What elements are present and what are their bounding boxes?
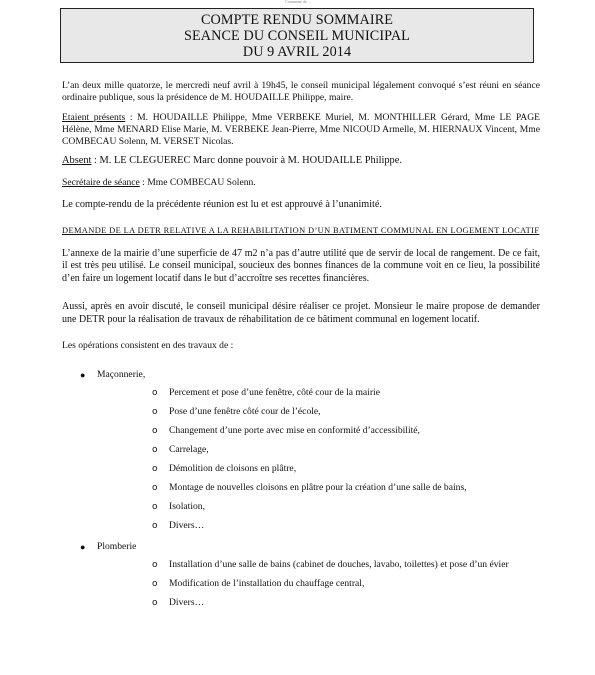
presents-text: : M. HOUDAILLE Philippe, Mme VERBEKE Muriel, M. MONTHILLER Gérard, Mme LE PAGE Hélène, Mme MENARD Elise Marie, M. VERBEKE Jean-Pierre, Mme NICOUD Armelle, M. HIERNAUX Vincent, Mme COMBECAU Solenn, M. VERSET Nicolas. <box>62 112 540 147</box>
works-category-plomberie <box>62 541 540 616</box>
plomberie-items <box>97 559 540 616</box>
approval-paragraph: Le compte-rendu de la précédente réunion est lu et est approuvé à l’unanimité. <box>62 199 382 210</box>
title-line-3: DU 9 AVRIL 2014 <box>242 44 352 60</box>
operations-intro: Les opérations consistent en des travaux de : <box>62 340 234 352</box>
circle-bullet-icon: o <box>152 464 158 475</box>
list-item: o Percement et pose d’une fenêtre, côté cour de la mairie <box>152 387 380 399</box>
paragraph-annexe: L’annexe de la mairie d’une superficie de 47 m2 n’a pas d’autre utilité que de servir de local de rangement. De ce fait, il est très peu utilisé. Le conseil municipal, soucieux des bonnes finances de la commune voit en ce lieu, la possibilité d’en faire un logement locatif dans le but d’accroître ses recettes financières. <box>62 248 540 284</box>
circle-bullet-icon: o <box>152 502 158 513</box>
circle-bullet-icon: o <box>152 560 158 571</box>
secretaire-label: Secrétaire de séance <box>62 177 140 188</box>
circle-bullet-icon: o <box>152 579 158 590</box>
presents-paragraph <box>62 112 540 148</box>
circle-bullet-icon: o <box>152 388 158 399</box>
absent-paragraph <box>62 155 540 167</box>
circle-bullet-icon: o <box>152 483 158 494</box>
secretaire-paragraph <box>62 177 540 189</box>
paragraph-detr: Aussi, après en avoir discuté, le conseil municipal désire réaliser ce projet. Monsieur le maire propose de demander une DETR pour la réalisation de travaux de réhabilitation de ce bâtiment communal en logement locatif. <box>62 301 540 325</box>
category-label: Maçonnerie, <box>97 369 146 381</box>
list-item: o Montage de nouvelles cloisons en plâtre pour la création d’une salle de bains, <box>152 482 467 494</box>
maconnerie-items <box>97 387 540 539</box>
bullet-icon: ● <box>80 370 86 381</box>
list-item: o Changement d’une porte avec mise en conformité d’accessibilité, <box>152 425 420 437</box>
circle-bullet-icon: o <box>152 598 158 609</box>
title-line-1: COMPTE RENDU SOMMAIRE <box>200 12 394 28</box>
document-body <box>62 80 540 616</box>
list-item: o Carrelage, <box>152 444 209 456</box>
list-item: o Pose d’une fenêtre côté cour de l’école, <box>152 406 321 418</box>
list-item: o Démolition de cloisons en plâtre, <box>152 463 297 475</box>
category-label: Plomberie <box>97 541 137 553</box>
absent-text: : M. LE CLEGUEREC Marc donne pouvoir à M. HOUDAILLE Philippe. <box>91 155 402 166</box>
works-category-maconnerie <box>62 369 540 539</box>
top-header-line: Commune de ... <box>285 0 311 3</box>
section-title: DEMANDE DE LA DETR RELATIVE A LA REHABILITATION D’UN BATIMENT COMMUNAL EN LOGEMENT LOCATIF <box>62 226 540 235</box>
circle-bullet-icon: o <box>152 521 158 532</box>
list-item: o Divers… <box>152 520 205 532</box>
bullet-icon: ● <box>80 542 86 553</box>
works-list <box>62 369 540 616</box>
circle-bullet-icon: o <box>152 407 158 418</box>
intro-paragraph: L’an deux mille quatorze, le mercredi neuf avril à 19h45, le conseil municipal légalement convoqué s’est réuni en séance ordinaire publique, sous la présidence de M. HOUDAILLE Philippe, maire. <box>62 80 540 103</box>
list-item: o Isolation, <box>152 501 205 513</box>
document-title-box <box>60 8 534 63</box>
secretaire-text: : Mme COMBECAU Solenn. <box>139 177 256 188</box>
presents-label: Etaient présents <box>62 112 126 123</box>
title-line-2: SEANCE DU CONSEIL MUNICIPAL <box>184 28 410 44</box>
list-item: o Modification de l’installation du chauffage central, <box>152 578 365 590</box>
list-item: o Installation d’une salle de bains (cabinet de douches, lavabo, toilettes) et pose d’un évier <box>152 559 509 571</box>
circle-bullet-icon: o <box>152 445 158 456</box>
absent-label: Absent <box>62 155 92 166</box>
list-item: o Divers… <box>152 597 205 609</box>
circle-bullet-icon: o <box>152 426 158 437</box>
